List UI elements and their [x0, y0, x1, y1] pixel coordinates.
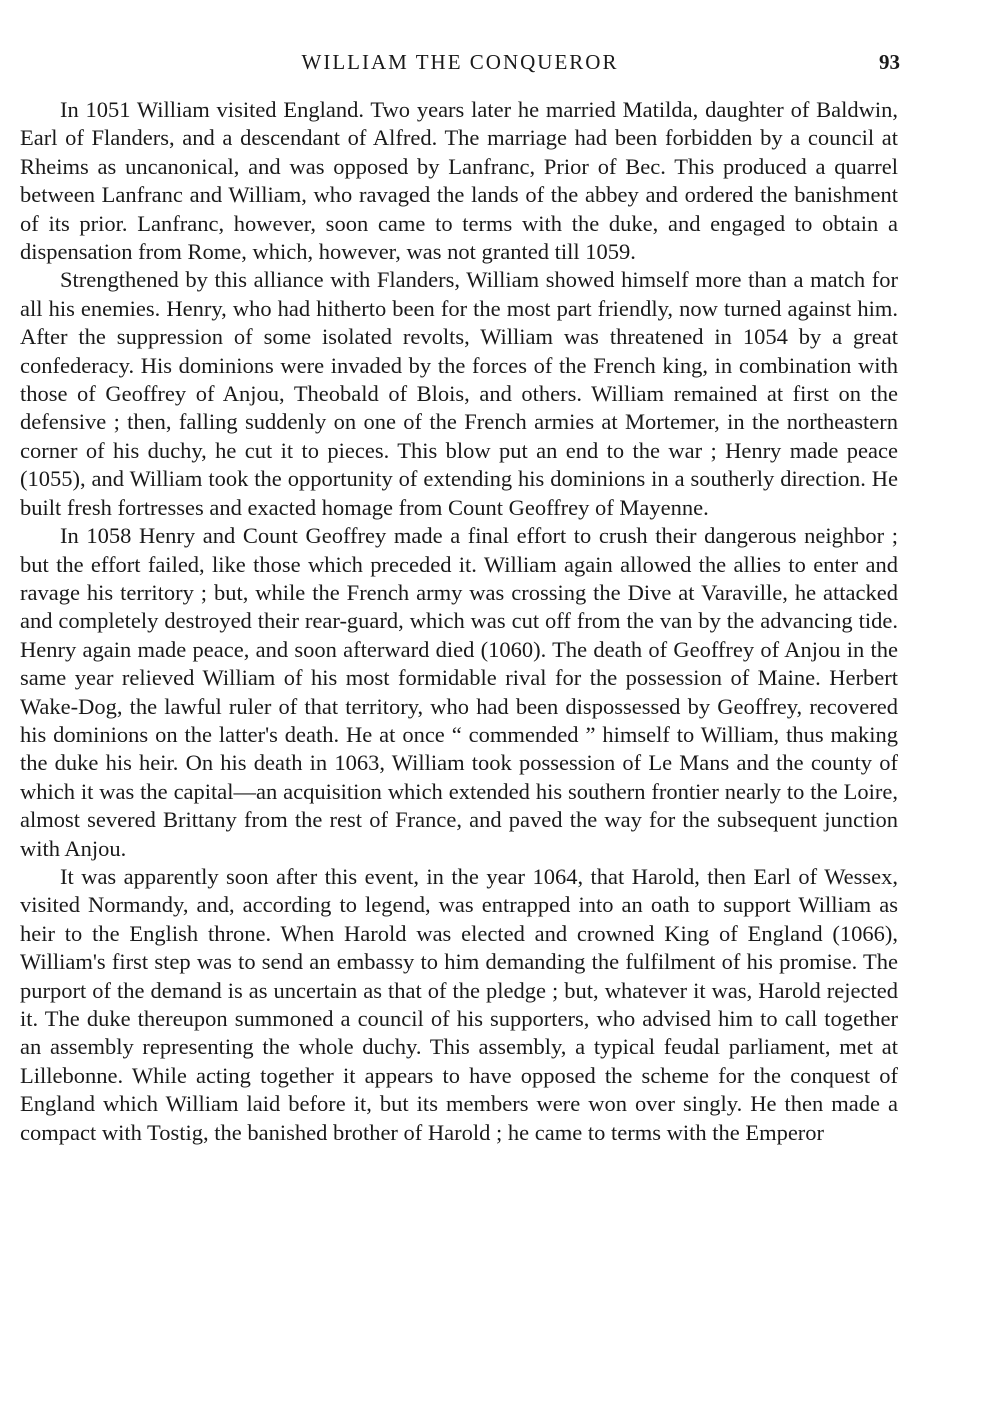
paragraph: Strengthened by this alliance with Flanders, William showed himself more than a match for all his enemies. Henry, who had hitherto been for the most part friendly, now turned against him. After the suppression of some isolated revolts, William was threatened in 1054 by a great confederacy. His dominions were invaded by the forces of the French king, in combination with those of Geoffrey of Anjou, Theobald of Blois, and others. William remained at first on the defensive ; then, falling suddenly on one of the French armies at Mortemer, in the northeastern corner of his duchy, he cut it to pieces. This blow put an end to the war ; Henry made peace (1055), and William took the opportunity of extending his dominions in a southerly direction. He built fresh fortresses and exacted homage from Count Geoffrey of Mayenne.: [20, 267, 898, 520]
running-title: WILLIAM THE CONQUEROR: [301, 50, 619, 74]
paragraph: In 1051 William visited England. Two years later he married Matilda, daughter of Baldwin, Earl of Flanders, and a descendant of Alfred. The marriage had been forbidden by a council at Rheims as uncanonical, and was opposed by Lanfranc, Prior of Bec. This produced a quarrel between Lanfranc and William, who ravaged the lands of the abbey and ordered the banishment of its prior. Lanfranc, however, soon came to terms with the duke, and engaged to obtain a dispensation from Rome, which, however, was not granted till 1059.: [20, 97, 898, 265]
paragraph: It was apparently soon after this event, in the year 1064, that Harold, then Earl of Wessex, visited Normandy, and, according to legend, was entrapped into an oath to support William as heir to the English throne. When Harold was elected and crowned King of England (1066), William's first step was to send an embassy to him demanding the fulfilment of his promise. The purport of the demand is as uncertain as that of the pledge ; but, whatever it was, Harold rejected it. The duke thereupon summoned a council of his supporters, who advised him to call together an assembly representing the whole duchy. This assembly, a typical feudal parliament, met at Lillebonne. While acting together it appears to have opposed the scheme for the conquest of England which William laid before it, but its members were won over singly. He then made a compact with Tostig, the banished brother of Harold ; he came to terms with the Emperor: [20, 863, 898, 1145]
running-head: [20, 48, 900, 78]
body-text: [20, 96, 898, 1147]
paragraph: In 1058 Henry and Count Geoffrey made a final effort to crush their dangerous neighbor ; but the effort failed, like those which preceded it. William again allowed the allies to enter and ravage his territory ; but, while the French army was crossing the Dive at Varaville, he attacked and completely destroyed their rear-guard, which was cut off from the van by the advancing tide. Henry again made peace, and soon afterward died (1060). The death of Geoffrey of Anjou in the same year relieved William of his most formidable rival for the possession of Maine. Herbert Wake-Dog, the lawful ruler of that territory, who had been dispossessed by Geoffrey, recovered his dominions on the latter's death. He at once “ commended ” himself to William, thus making the duke his heir. On his death in 1063, William took possession of Le Mans and the county of which it was the capital—an acquisition which extended his southern frontier nearly to the Loire, almost severed Brittany from the rest of France, and paved the way for the subsequent junction with Anjou.: [20, 523, 898, 861]
page-number: 93: [879, 50, 900, 74]
